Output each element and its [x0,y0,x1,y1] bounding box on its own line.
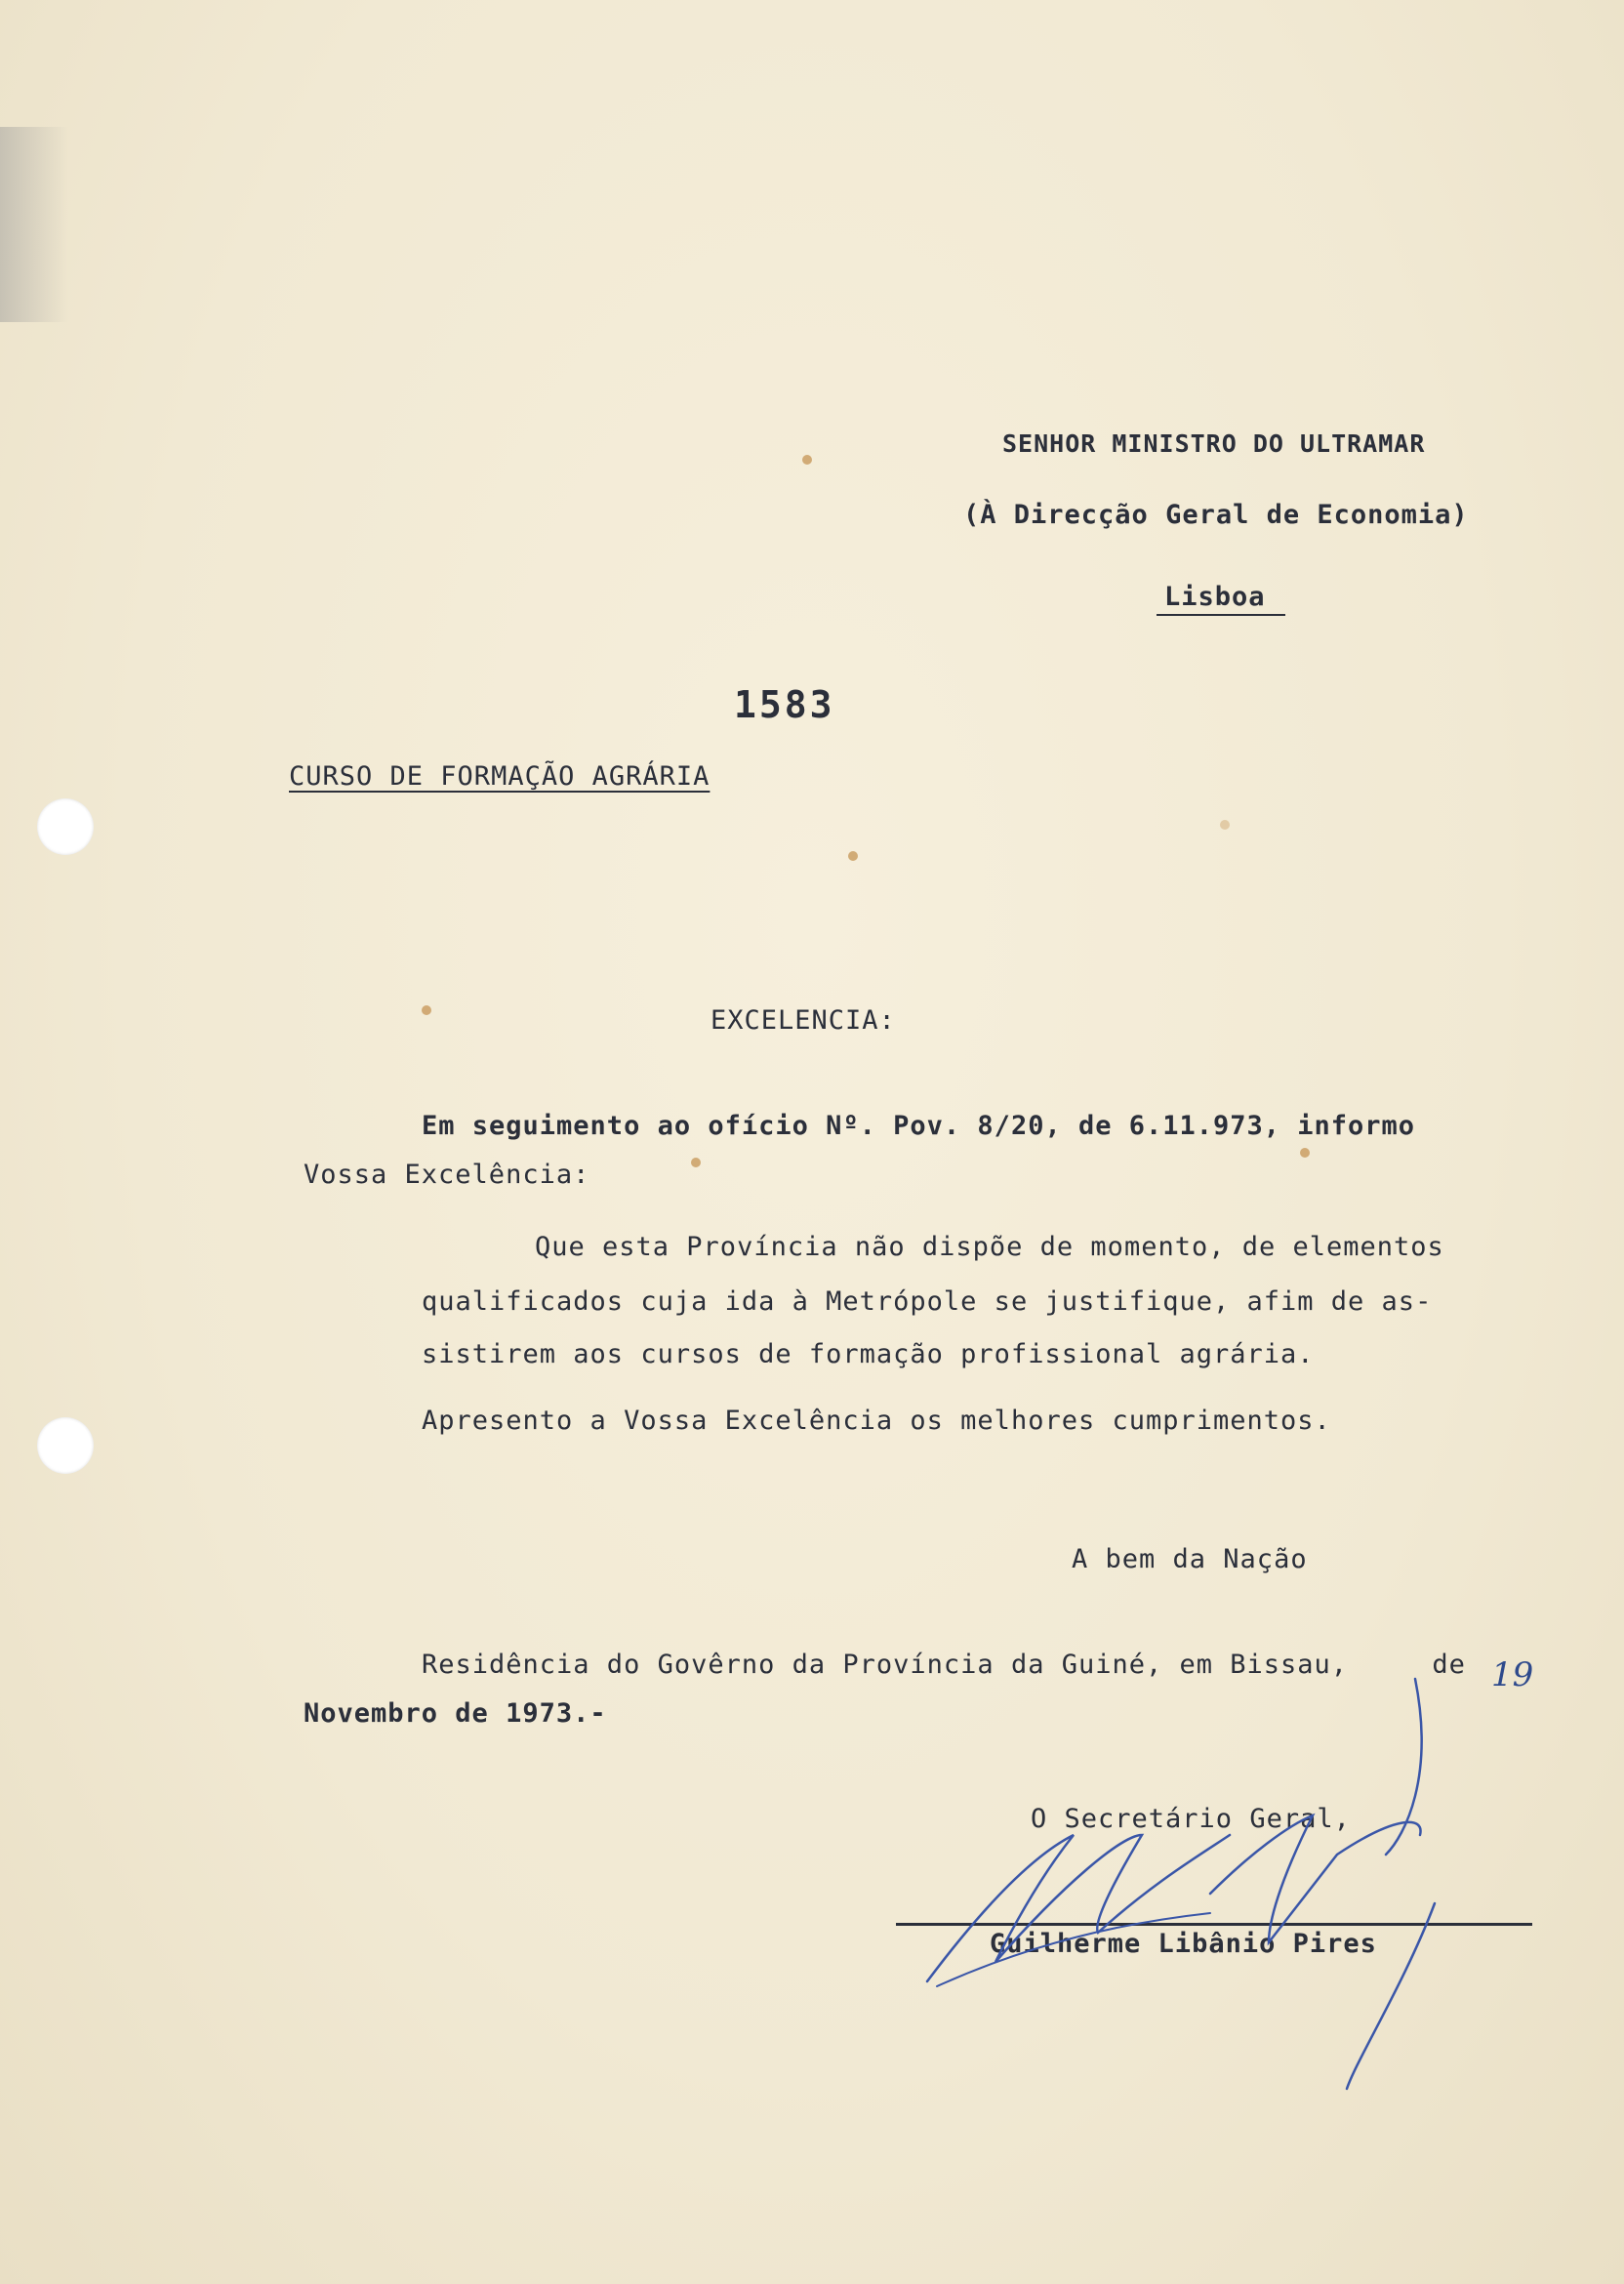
recipient-line: SENHOR MINISTRO DO ULTRAMAR [1002,429,1426,458]
stain-spot [848,851,858,861]
place-date-line-1 [422,1650,1466,1680]
salutation: EXCELENCIA: [710,1005,896,1036]
handwritten-day: 19 [1491,1655,1534,1694]
place-date-line-2: Novembro de 1973.- [304,1698,607,1729]
punch-hole-top [37,798,94,855]
signatory-name: Guilherme Libânio Pires [990,1929,1377,1959]
paragraph-3: Apresento a Vossa Excelência os melhores cumprimentos. [422,1406,1331,1436]
paragraph-2-line-3: sistirem aos cursos de formação profissional agrária. [422,1339,1315,1369]
stain-spot [422,1005,431,1015]
punch-hole-bottom [37,1417,94,1474]
paper-shadow [0,127,68,322]
stain-spot [691,1158,701,1167]
subject-line: CURSO DE FORMAÇÃO AGRÁRIA [289,761,710,792]
paragraph-1-line-2: Vossa Excelência: [304,1160,590,1190]
signature-line [896,1923,1532,1926]
paragraph-2-line-1: Que esta Província não dispõe de momento, de elementos [535,1232,1444,1262]
paragraph-1-line-1: Em seguimento ao ofício Nº. Pov. 8/20, de 6.11.973, informo [422,1111,1416,1141]
document-number: 1583 [734,683,835,726]
signatory-title: O Secretário Geral, [1031,1804,1351,1834]
closing-phrase: A bem da Nação [1072,1544,1308,1574]
stain-spot [1220,820,1230,830]
place-day-spacer [1348,1650,1432,1680]
recipient-city: Lisboa [1157,582,1285,616]
place-text: Residência do Govêrno da Província da Guiné, em Bissau, [422,1650,1349,1680]
paragraph-2-line-2: qualificados cuja ida à Metrópole se justifique, afim de as- [422,1286,1433,1317]
recipient-department: (À Direcção Geral de Economia) [963,500,1469,530]
stain-spot [1300,1148,1310,1158]
place-de: de [1432,1650,1466,1680]
stain-spot [802,455,812,465]
